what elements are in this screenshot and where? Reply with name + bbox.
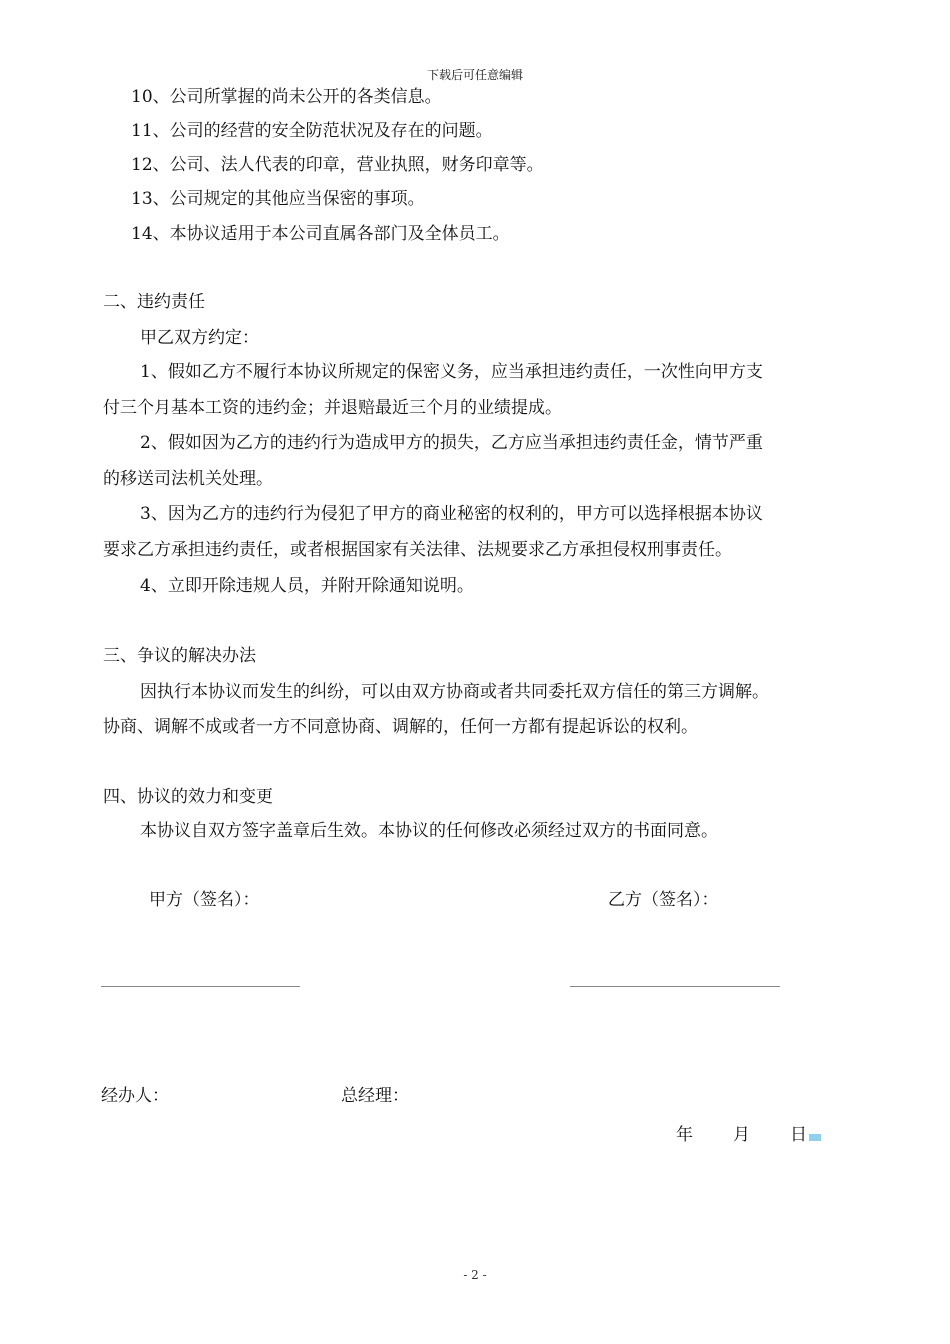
clause-11: 11、公司的经营的安全防范状况及存在的问题。 <box>131 121 493 141</box>
section-heading-validity: 四、协议的效力和变更 <box>103 787 273 807</box>
date-year-label: 年 <box>676 1125 693 1145</box>
breach-line-7: 4、立即开除违规人员，并附开除通知说明。 <box>140 576 474 596</box>
party-b-signature-line <box>570 986 780 987</box>
breach-line-2: 付三个月基本工资的违约金；并退赔最近三个月的业绩提成。 <box>103 398 562 418</box>
validity-line-1: 本协议自双方签字盖章后生效。本协议的任何修改必须经过双方的书面同意。 <box>140 821 718 841</box>
breach-line-6: 要求乙方承担违约责任，或者根据国家有关法律、法规要求乙方承担侵权刑事责任。 <box>103 540 732 560</box>
section-heading-dispute: 三、争议的解决办法 <box>103 646 256 666</box>
header-note: 下载后可任意编辑 <box>426 68 523 82</box>
breach-line-1: 1、假如乙方不履行本协议所规定的保密义务，应当承担违约责任，一次性向甲方支 <box>140 362 763 382</box>
breach-line-4: 的移送司法机关处理。 <box>103 469 273 489</box>
date-month-label: 月 <box>733 1125 750 1145</box>
party-a-signature-line <box>101 986 300 987</box>
dispute-line-2: 协商、调解不成或者一方不同意协商、调解的，任何一方都有提起诉讼的权利。 <box>103 717 698 737</box>
breach-line-3: 2、假如因为乙方的违约行为造成甲方的损失，乙方应当承担违约责任金，情节严重 <box>140 433 763 453</box>
party-a-signature-label: 甲方（签名）： <box>149 890 260 910</box>
clause-14: 14、本协议适用于本公司直属各部门及全体员工。 <box>131 224 510 244</box>
party-b-signature-label: 乙方（签名）： <box>608 890 719 910</box>
section-heading-breach: 二、违约责任 <box>103 292 205 312</box>
handler-label: 经办人： <box>101 1086 169 1106</box>
cursor-mark <box>809 1134 821 1141</box>
clause-10: 10、公司所掌握的尚未公开的各类信息。 <box>131 87 442 107</box>
dispute-line-1: 因执行本协议而发生的纠纷，可以由双方协商或者共同委托双方信任的第三方调解。 <box>140 682 769 702</box>
clause-12: 12、公司、法人代表的印章，营业执照，财务印章等。 <box>131 155 544 175</box>
clause-13: 13、公司规定的其他应当保密的事项。 <box>131 189 425 209</box>
date-day-label: 日 <box>790 1125 807 1145</box>
breach-intro: 甲乙双方约定： <box>140 328 259 348</box>
breach-line-5: 3、因为乙方的违约行为侵犯了甲方的商业秘密的权利的，甲方可以选择根据本协议 <box>140 504 763 524</box>
page-number: - 2 - <box>463 1268 487 1282</box>
manager-label: 总经理： <box>341 1086 409 1106</box>
